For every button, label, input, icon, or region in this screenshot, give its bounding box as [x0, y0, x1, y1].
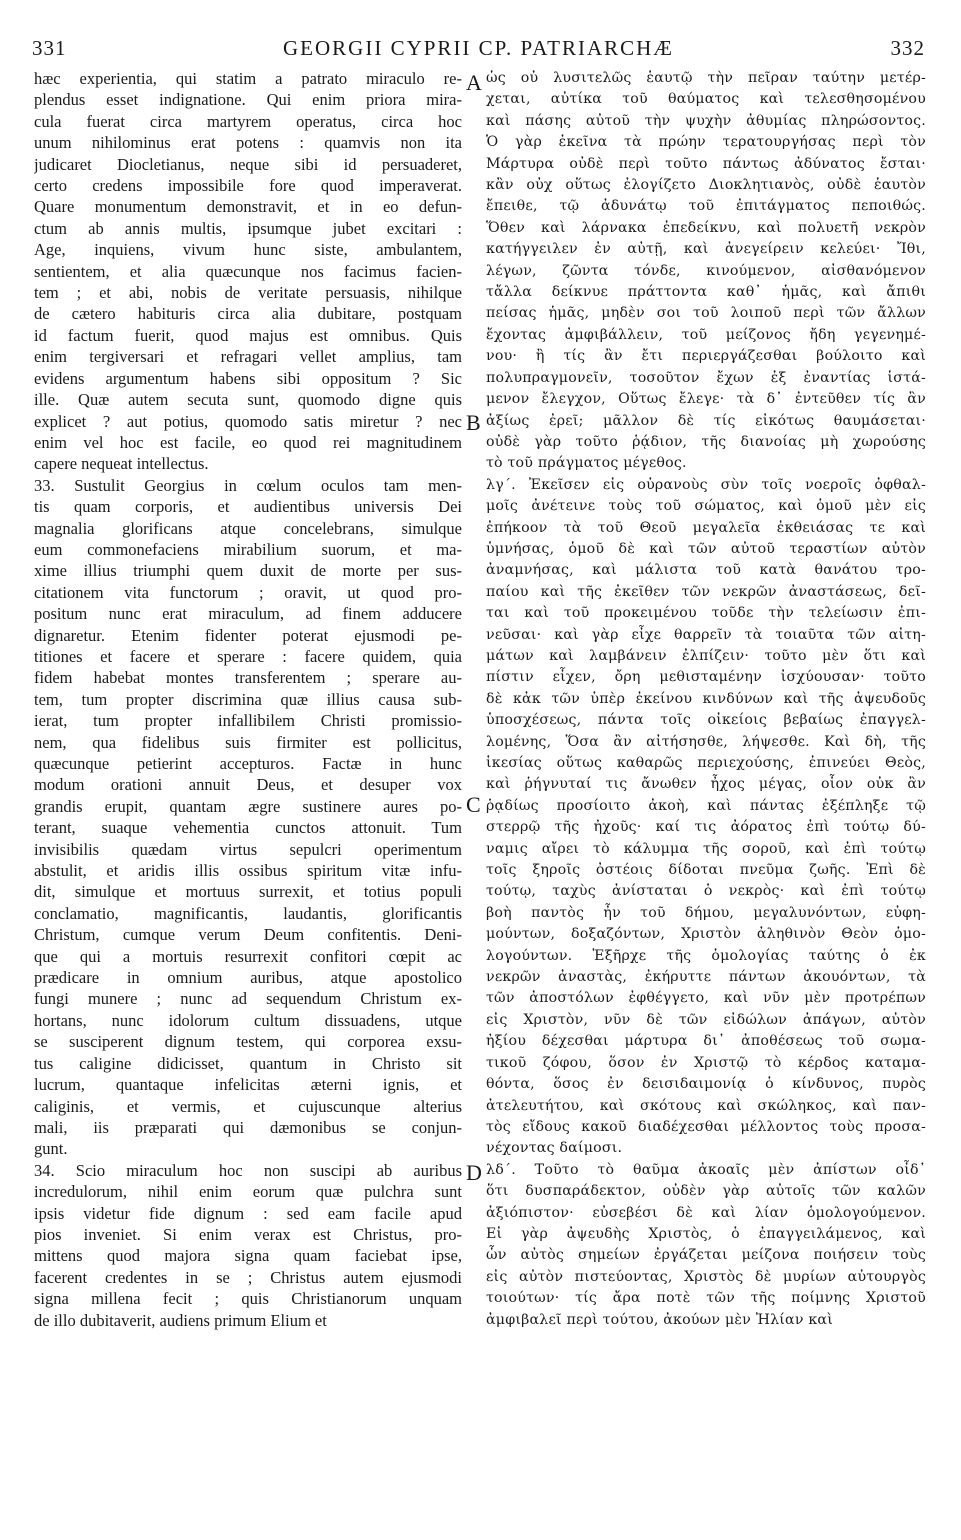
greek-text-line: καὶ ῥήγνυταί τις ἄνωθεν ἦχος μέγας, οἷον οὐκ ἂν	[486, 776, 926, 793]
greek-text-line: ἀξίως ἐρεῖ; μᾶλλον δὲ τίς εἰκότως θαυμάσεται·	[486, 412, 926, 429]
latin-text-line: 34. Scio miraculum hoc non suscipi ab auribus	[34, 1160, 462, 1180]
latin-text-line: capere nequeat intellectus.	[34, 454, 209, 474]
latin-text-line: ipsis videtur fide dignum : sed eam facile apud	[34, 1203, 462, 1223]
greek-text-line: ἐπήκοον τὰ τοῦ Θεοῦ μεγαλεῖα ἐκθειάσας τε καὶ	[486, 519, 926, 536]
greek-text-line: παίου καὶ τῆς ἐκεῖθεν τῶν νεκρῶν ἀναστάσεως, δεῖ-	[486, 583, 926, 600]
latin-text-line: id factum fuerit, quod majus est omnibus. Quis	[34, 325, 462, 345]
greek-text-line: μούντων, δοξαζόντων, Χριστὸν ἀληθινὸν Θεὸν ὁμο-	[486, 926, 926, 943]
greek-text-line: τικοῦ ζόφου, ὅσον ἐν Χριστῷ τὸ κέρδος καταμα-	[486, 1054, 926, 1071]
greek-text-line: Ὁ γὰρ ἐκεῖνα τὰ πρώην τερατουργήσας περὶ τὸν	[486, 134, 926, 151]
latin-column	[34, 68, 462, 1538]
greek-text-line: τοιούτων· τίς ἄρα ποτὲ τῶν τῆς ποίμνης Χριστοῦ	[486, 1290, 926, 1307]
latin-text-line: enim vel hoc est facile, eo quod rei magnitudinem	[34, 432, 462, 452]
greek-column	[486, 68, 926, 1538]
greek-text-line: ὅτι δυσπαράδεκτον, οὐδὲν γὰρ αὐτοῖς τῶν καλῶν	[486, 1183, 926, 1200]
greek-text-line: λέγων, ζῶντα τόνδε, κινούμενον, αἰσθανόμενον	[486, 262, 926, 279]
latin-text-line: signa millena fecit ; quis Christianorum unquam	[34, 1289, 462, 1309]
greek-text-line: βοὴ παντὸς ἦν τοῦ δήμου, μεγαλυνόντων, εὐφη-	[486, 904, 926, 921]
latin-text-line: gunt.	[34, 1139, 68, 1159]
greek-text-line: μάτων καὶ λαμβάνειν ἐλπίζειν· τοῦτο μὲν ὅτι καὶ	[486, 647, 926, 664]
latin-text-line: positum nunc erat miraculum, ad finem adducere	[34, 604, 462, 624]
page-number-right: 332	[890, 36, 925, 60]
latin-text-line: tus caligine didicisset, quantum in Christo sit	[34, 1053, 462, 1073]
greek-text-line: ῥᾳδίως προσίοιτο ἀκοὴ, καὶ πάντας ἐξέπληξε τῷ	[486, 797, 926, 814]
latin-text-line: sentientem, et alia quæcunque nos facimus facien-	[34, 261, 462, 281]
section-marker-a: A	[466, 70, 482, 95]
latin-text-line: certo credens impossibile fore quod imperaverat.	[34, 176, 462, 196]
latin-text-line: citationem vita functorum ; oravit, ut quod pro-	[34, 582, 462, 602]
latin-text-line: unum nihilominus erat potens : quamvis non ita	[34, 133, 462, 153]
section-marker-d: D	[466, 1160, 482, 1185]
greek-text-line: οὐδὲ γὰρ τοῦτο ῥᾴδιον, τῆς διανοίας μὴ χωρούσης	[486, 433, 926, 450]
greek-text-line: ὑποσχέσεως, πάντα τοῖς οἰκείοις βεβαίως ἐπαγγελ-	[486, 712, 926, 729]
latin-text-line: se susciperent dignum testem, qui corporea exsu-	[34, 1032, 462, 1052]
latin-text-line: fungi munere ; nunc ad sequendum Christum ex-	[34, 989, 462, 1009]
latin-text-line: invisibilis quædam virtus sepulcri operimentum	[34, 839, 462, 859]
latin-text-line: modum orationi annuit Deus, et desuper vox	[34, 775, 462, 795]
latin-text-line: nem, qua fidelibus suis firmiter est pollicitus,	[34, 732, 462, 752]
latin-text-line: mittens quod majora signa quam faciebat ipse,	[34, 1246, 462, 1266]
latin-text-line: mali, iis præparati qui dæmonibus se conjun-	[34, 1117, 462, 1137]
greek-text-line: λομένης, Ὅσα ἂν αἰτήσησθε, λήψεσθε. Καὶ δὴ, τῆς	[486, 733, 926, 750]
section-marker-b: B	[466, 410, 481, 435]
greek-text-line: νεῦσαι· καὶ γὰρ εἶχε θαρρεῖν τὰ τοιαῦτα τῶν αἰτη-	[486, 626, 926, 643]
greek-text-line: λδ΄. Τοῦτο τὸ θαῦμα ἀκοαῖς μὲν ἀπίστων οἶδ᾽	[486, 1161, 926, 1178]
greek-text-line: ἱκεσίας οὕτως καθαρῶς περιεχούσης, ἐπινεύει Θεὸς,	[486, 755, 926, 771]
greek-text-line: ἔχοντας ἀμφιβάλλειν, τοῦ μείζονος ἤδη γεγενημέ-	[486, 326, 926, 343]
latin-text-line: que qui a mortuis resurrexit confitori cœpit ac	[34, 946, 462, 966]
latin-text-line: facerent credentes in se ; Christus autem ejusmodi	[34, 1267, 462, 1287]
latin-text-line: 33. Sustulit Georgius in cœlum oculos tam men-	[34, 475, 462, 495]
greek-text-line: κἂν οὐχ οὕτως ἐλογίζετο Διοκλητιανὸς, οὐδὲ ἑαυτὸν	[486, 177, 926, 194]
greek-text-line: πολυπραγμονεῖν, τοσοῦτον ἔχων ἐξ ἐναντίας ἱστά-	[486, 369, 926, 386]
greek-text-line: τοῖς ξηροῖς ὀστέοις δίδοται πνεῦμα ζωῆς. Ἐπὶ δὲ	[486, 862, 926, 879]
latin-text-line: ille. Quæ autem secuta sunt, quomodo digne quis	[34, 390, 462, 410]
latin-text-line: Age, inquiens, vivum hunc siste, ambulantem,	[34, 240, 462, 260]
latin-text-line: incredulorum, nihil enim eorum quæ pulchra sunt	[34, 1182, 462, 1202]
latin-text-line: terant, suaque vehementia cunctos attonuit. Tum	[34, 818, 462, 838]
latin-text-line: conclamatio, magnificantis, laudantis, glorificantis	[34, 903, 462, 923]
greek-text-line: λογούντων. Ἐξῆρχε τῆς ὁμολογίας ταύτης ὁ ἐκ	[486, 947, 926, 964]
latin-text-line: de cætero habituris circa alia dubitare, postquam	[34, 304, 462, 324]
greek-text-line: Ὅθεν καὶ λάρνακα ἐπεδείκνυ, καὶ πολυετῆ νεκρὸν	[486, 219, 926, 236]
greek-text-line: στερρῷ τῆς ἠχοῦς· καί τις ἀόρατος ἐπὶ τούτῳ δύ-	[486, 819, 926, 836]
greek-text-line: τῶν ἀποστόλων ἐφθέγγετο, καὶ νῦν μὲν προτρέπων	[486, 990, 926, 1007]
greek-text-line: καὶ πάσης αὐτοῦ τὴν ψυχὴν ἀθυμίας πληρώσοντος.	[486, 112, 926, 129]
page-number-left: 331	[32, 36, 67, 60]
greek-text-line: νέχοντας δαίμοσι.	[486, 1140, 623, 1157]
greek-text-line: Μάρτυρα οὐδὲ περὶ τοῦτο πάντως ἀδύνατος ἔσται·	[486, 155, 926, 172]
greek-text-line: χεται, αὐτίκα τοῦ θαύματος καὶ τελεσθησομένου	[486, 91, 926, 108]
greek-text-line: ἀναμνήσας, καὶ μάλιστα τοῦ κατὰ θανάτου τρο-	[486, 562, 926, 579]
greek-text-line: μενον ἔλεγχον, Οὕτως ἔλεγε· τὰ δ᾽ ἐντεῦθεν τίς ἂν	[486, 391, 926, 408]
greek-text-line: εἰς Χριστὸν, νῦν δὲ τῶν εἰδώλων ἀπάγων, αὐτὸν	[486, 1011, 926, 1028]
greek-text-line: λγ΄. Ἐκεῖσεν εἰς οὐρανοὺς σὺν τοῖς νοεροῖς ὀφθαλ-	[486, 476, 926, 493]
greek-text-line: ἠξίου δέχεσθαι μάρτυρα δι᾽ ἀποθέσεως τοῦ σωμα-	[486, 1033, 926, 1050]
latin-text-line: evidens argumentum habens sibi oppositum ? Sic	[34, 368, 462, 388]
latin-text-line: plendus esset indignatione. Qui enim priora mira-	[34, 90, 462, 110]
latin-text-line: lucrum, quantaque infelicitas æterni ignis, et	[34, 1075, 462, 1095]
latin-text-line: pios inveniet. Si enim verax est Christus, pro-	[34, 1224, 462, 1244]
latin-text-line: tem, tum propter discrimina quæ illius causa sub-	[34, 689, 462, 709]
latin-text-line: ierat, tum propter infallibilem Christi promissio-	[34, 711, 462, 731]
running-title: GEORGII CYPRII CP. PATRIARCHÆ	[283, 36, 674, 60]
latin-text-line: eum commonefaciens mirabilium suorum, et ma-	[34, 539, 462, 559]
greek-text-line: τὸ τοῦ πράγματος μέγεθος.	[486, 455, 687, 472]
greek-text-line: ἀτελευτήτου, καὶ σκότους καὶ σκώληκος, καὶ παν-	[486, 1097, 926, 1114]
latin-text-line: enim tergiversari et refragari vellet amplius, tam	[34, 347, 462, 367]
latin-text-line: abstulit, et aridis illis ossibus spiritum vitæ infu-	[34, 861, 462, 881]
greek-text-line: ται καὶ τοῦ προκειμένου τοῦδε τὴν τελείωσιν ἐπι-	[486, 605, 926, 622]
greek-text-line: μοῖς ἀνέτεινε τοὺς τοῦ σώματος, καὶ ὁμοῦ μὲν εἰς	[486, 498, 926, 515]
greek-text-line: θόντα, ὅσος ἐν δεισιδαιμονίᾳ ὁ κίνδυνος, πυρὸς	[486, 1076, 926, 1093]
greek-text-line: δὲ κἀκ τῶν ὑπὲρ ἐκείνου κινδύνων καὶ τῆς ἀψευδοῦς	[486, 690, 926, 707]
latin-text-line: magnalia glorificans atque concelebrans, simulque	[34, 518, 462, 538]
latin-text-line: explicet ? aut potius, quomodo satis miretur ? nec	[34, 411, 462, 431]
latin-text-line: hortans, nunc idolorum cultum dissuadens, utque	[34, 1010, 462, 1030]
greek-text-line: νου· ἢ τίς ἂν ἔτι περιεργάζεσθαι βούλοιτο καὶ	[486, 348, 926, 365]
greek-text-line: κατήγγειλεν ἐν αὐτῇ, καὶ ἀνεγείρειν κελεύει· Ἴθι,	[486, 241, 926, 258]
latin-text-line: quæcunque petierint accepturos. Factæ in hunc	[34, 754, 462, 773]
latin-text-line: hæc experientia, qui statim a patrato miraculo re-	[34, 69, 462, 88]
latin-text-line: xime illius triumphi quem duxit de morte per sus-	[34, 561, 462, 581]
greek-text-line: ὧν αὐτὸς σημείων ἐργάζεται μείζονα ποιήσειν τοὺς	[486, 1247, 926, 1264]
greek-text-line: ἀξιόπιστον· εὐσεβέσι δὲ καὶ λίαν ὁμολογούμενον.	[486, 1204, 926, 1221]
section-marker-c: C	[466, 792, 481, 817]
latin-text-line: titiones et facere et sperare : facere quidem, quia	[34, 646, 462, 666]
latin-text-line: dit, simulque et mortuus surrexit, et totius populi	[34, 882, 462, 902]
greek-text-line: πίστιν εἶχεν, ὄρη μεθισταμένην ἰσχύουσαν· τοῦτο	[486, 669, 926, 686]
greek-text-line: Εἰ γὰρ ἀψευδὴς Χριστὸς, ὁ ἐπαγγειλάμενος, καὶ	[486, 1225, 926, 1242]
latin-text-line: ctum ab annis multis, ipsumque jubet excitari :	[34, 218, 462, 238]
latin-text-line: de illo dubitaverit, audiens primum Elium et	[34, 1310, 327, 1330]
greek-text-line: ἀμφιβαλεῖ περὶ τούτου, ἀκούων μὲν Ἠλίαν καὶ	[486, 1311, 833, 1328]
greek-text-line: τἄλλα δείκνυε πράττοντα καθ᾽ ἡμᾶς, καὶ ἄπιθι	[486, 284, 926, 301]
latin-text-line: fidem habebat montes transferentem ; sperare au-	[34, 668, 462, 688]
latin-text-line: cula fuerat circa martyrem operatus, circa hoc	[34, 111, 462, 131]
greek-text-line: ναμις αἴρει τὸ κάλυμμα τῆς σοροῦ, καὶ ἐπὶ τούτῳ	[486, 840, 926, 857]
latin-text-line: Quare monumentum demonstravit, et in eo defun-	[34, 197, 462, 217]
greek-text-line: πείσας ἡμᾶς, μηδὲν σοι τοῦ λοιποῦ περὶ τῶν ἄλλων	[486, 305, 926, 322]
greek-text-line: ἔπειθε, τῷ ἀδυνάτῳ τοῦ ἐπιτάγματος πεποιθώς.	[486, 198, 926, 215]
greek-text-line: ὑμνήσας, ὁμοῦ δὲ καὶ τῶν αὐτοῦ τεραστίων αὐτὸν	[486, 540, 926, 557]
latin-text-line: dignaretur. Etenim fidenter poterat ejusmodi pe-	[34, 625, 462, 645]
latin-text-line: tem ; et abi, nobis de veritate persuasis, nihilque	[34, 283, 462, 303]
greek-text-line: τούτῳ, ταχὺς ἀνίσταται ὁ νεκρὸς· καὶ ἐπὶ τούτῳ	[486, 883, 926, 900]
greek-text-line: νεκρῶν ἀναστὰς, ἐκήρυττε πάντων ἀκουόντων, τὰ	[486, 969, 926, 986]
page-header	[32, 36, 925, 62]
latin-text-line: prædicare in omnium auribus, atque apostolico	[34, 968, 462, 988]
greek-text-line: τὸς εἴδους κακοῦ διαδέχεσθαι μέλλοντος τοὺς προσα-	[486, 1118, 926, 1135]
greek-text-line: εἰς αὐτὸν πιστεύοντας, Χριστὸς δὲ μυρίων αὐτουργὸς	[486, 1268, 926, 1285]
latin-text-line: caliginis, et vermis, et cujuscunque alterius	[34, 1096, 462, 1116]
greek-text-line: ὡς οὐ λυσιτελῶς ἑαυτῷ τὴν πεῖραν ταύτην μετέρ-	[486, 70, 926, 86]
latin-text-line: Christum, cumque verum Deum confitentis. Deni-	[34, 925, 462, 945]
latin-text-line: judicaret Diocletianus, neque sibi id persuaderet,	[34, 154, 462, 174]
latin-text-line: tis quam corporis, et audientibus universis Dei	[34, 497, 462, 517]
latin-text-line: grandis erupit, quantam ægre sustinere aures po-	[34, 796, 462, 816]
